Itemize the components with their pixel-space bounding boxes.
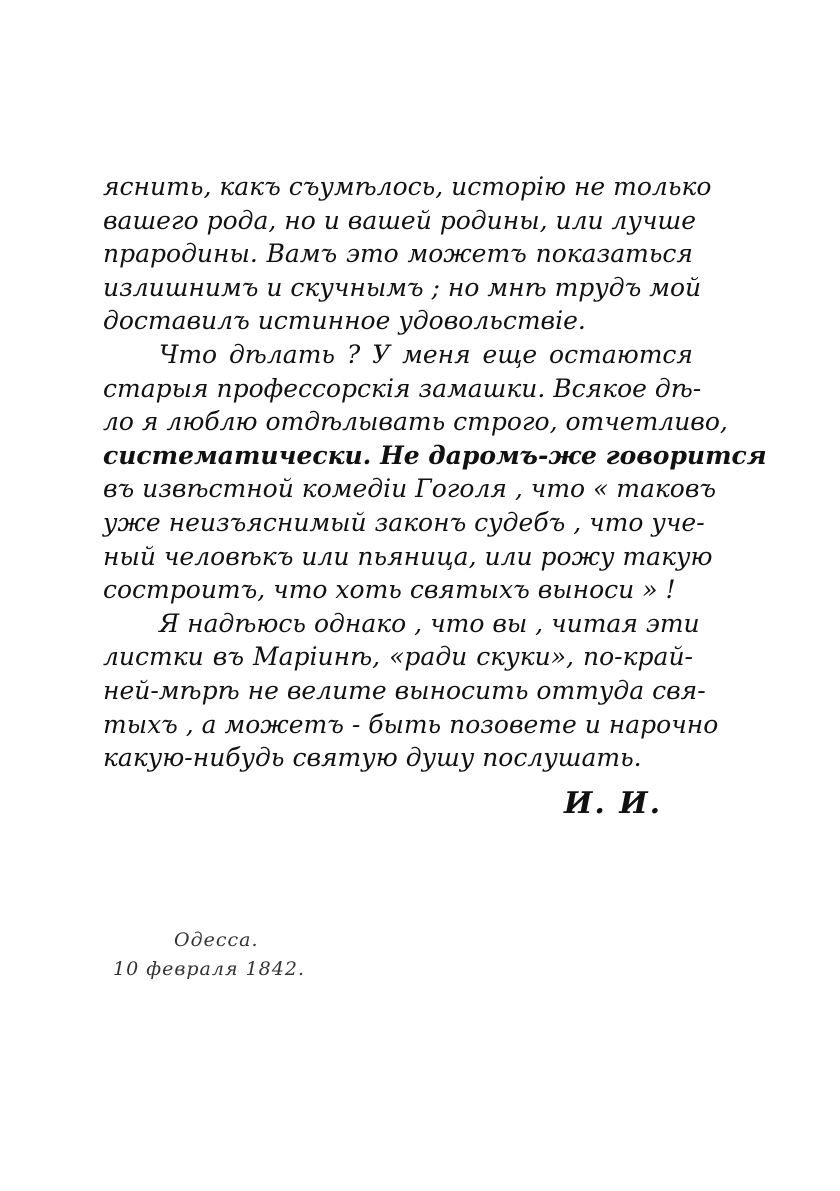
text-line-7: старыя профессорскія замашки. Всякое дѣ- [103, 373, 702, 403]
body-text [103, 170, 767, 775]
text-line-3: прародины. Вамъ это можетъ показаться [103, 239, 693, 269]
text-line-18: какую-нибудь святую душу послушать. [103, 743, 642, 773]
text-line-16: ней-мѣрѣ не велите выносить оттуда свя- [103, 675, 706, 705]
text-line-2: вашего рода, но и вашей родины, или лучше [103, 205, 696, 235]
text-line-4: излишнимъ и скучнымъ ; но мнѣ трудъ мой [103, 272, 702, 302]
text-line-10: въ извѣстной комедіи Гоголя , что « таковъ [103, 474, 717, 504]
text-line-1: ясниmь, какъ съумѣлось, исторію не только [103, 172, 712, 201]
text-line-12: ный человѣкъ или пьяница, или рожу такую [103, 541, 713, 571]
place-line: Одесса. [174, 929, 259, 951]
text-line-6: Что дѣлать ? У меня еще остаются [159, 339, 693, 369]
text-line-8: ло я люблю отдѣлывать строго, отчетливо, [103, 407, 728, 437]
text-line-14: Я надѣюсь однако , что вы , читая эти [159, 608, 700, 638]
text-line-15: листки въ Маріинѣ, «ради скуки», по-край- [103, 642, 693, 672]
text-line-17: тыхъ , а можетъ - быть позовете и нарочно [103, 709, 719, 739]
author-signature: И. И. [564, 786, 663, 821]
date-line: 10 февраля 1842. [113, 958, 305, 980]
text-line-9: систематически. Не даромъ-же говорится [103, 440, 767, 470]
text-line-13: состроитъ, что хоть святыхъ выноси » ! [103, 575, 676, 605]
text-line-11: уже неизъяснимый законъ судебъ , что уче- [103, 507, 705, 537]
text-line-5: доставилъ истинное удовольствіе. [103, 306, 586, 336]
